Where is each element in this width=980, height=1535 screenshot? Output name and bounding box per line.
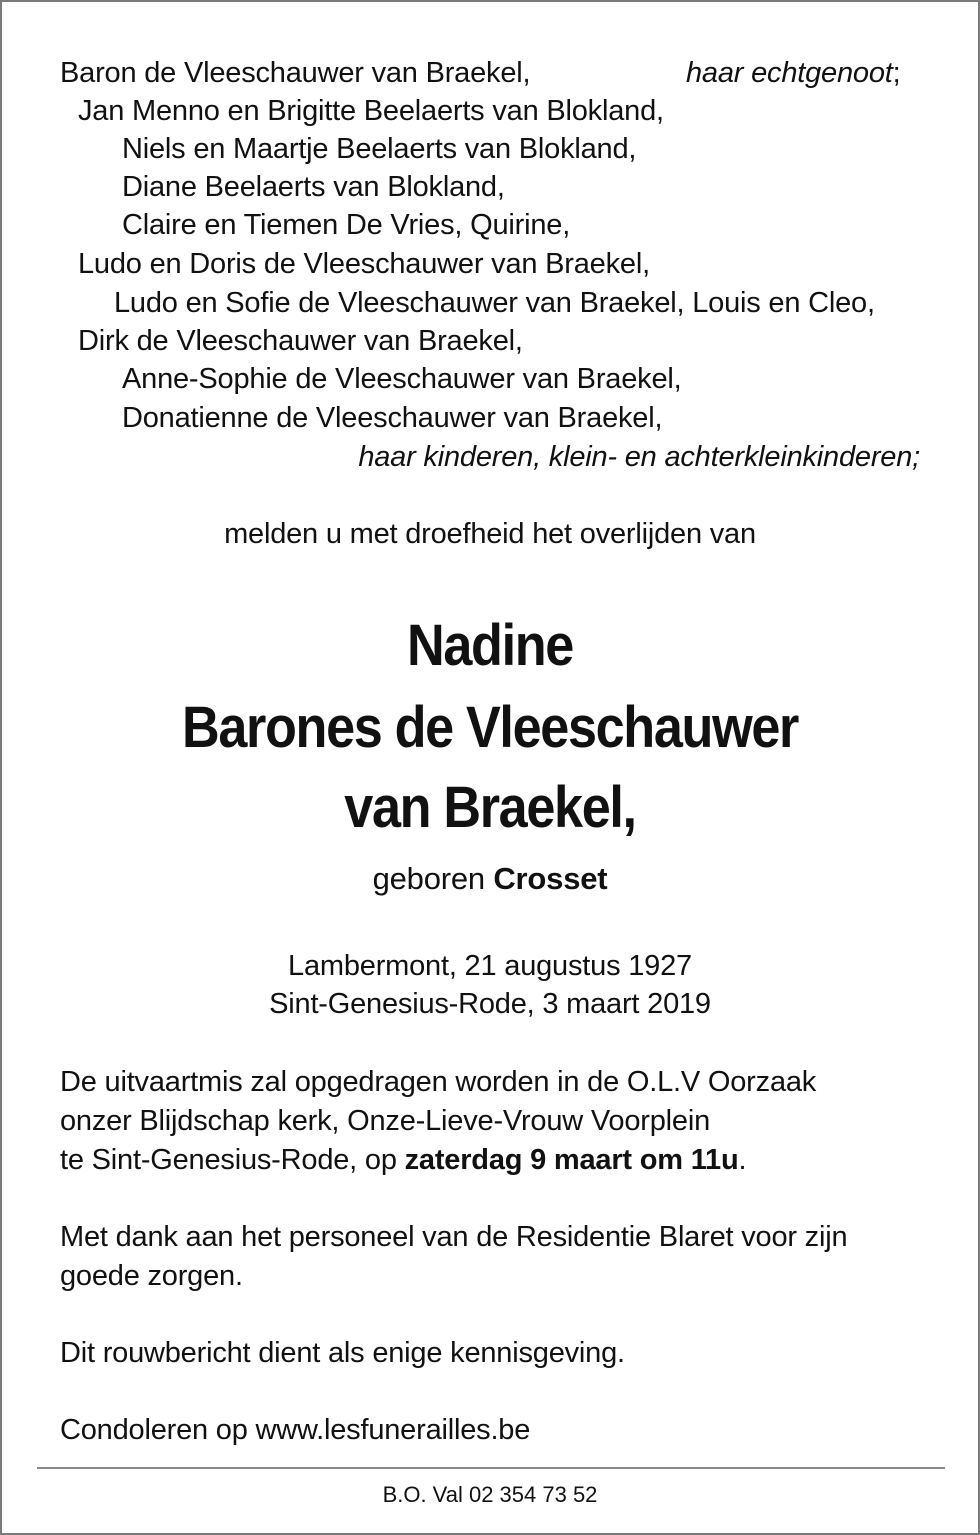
funeral-line: onzer Blijdschap kerk, Onze-Lieve-Vrouw Voorplein [60, 1105, 711, 1137]
birth-date-place: Lambermont, 21 augustus 1927 [288, 950, 692, 982]
thanks-line: Met dank aan het personeel van de Residentie Blaret voor zijn [60, 1221, 848, 1253]
funeral-location: te Sint-Genesius-Rode, op [60, 1144, 405, 1176]
family-member: Dirk de Vleeschauwer van Braekel, [78, 325, 523, 357]
deceased-title-name: Barones de Vleeschauwer [182, 695, 798, 760]
husband-name: Baron de Vleeschauwer van Braekel, [60, 57, 531, 89]
thanks-line: goede zorgen. [60, 1260, 243, 1292]
family-member: Niels en Maartje Beelaerts van Blokland, [122, 133, 637, 165]
family-member: Anne-Sophie de Vleeschauwer van Braekel, [122, 363, 682, 395]
announcement: melden u met droefheid het overlijden van [224, 518, 756, 550]
family-member: Claire en Tiemen De Vries, Quirine, [122, 209, 571, 241]
born-name [2, 860, 978, 898]
children-role: haar kinderen, klein- en achterkleinkinderen; [358, 441, 920, 473]
funeral-line: De uitvaartmis zal opgedragen worden in de O.L.V Oorzaak [60, 1066, 817, 1098]
family-member: Ludo en Doris de Vleeschauwer van Braekel, [78, 248, 650, 280]
deceased-surname: van Braekel, [344, 775, 636, 840]
family-member: Donatienne de Vleeschauwer van Braekel, [122, 402, 663, 434]
husband-role-punct: ; [892, 57, 901, 89]
deceased-first-name: Nadine [407, 613, 573, 678]
family-member: Ludo en Sofie de Vleeschauwer van Braekel, Louis en Cleo, [114, 287, 875, 319]
husband-role [686, 54, 900, 92]
notice-text: Dit rouwbericht dient als enige kennisgeving. [60, 1337, 625, 1369]
condolences-text: Condoleren op www.lesfunerailles.be [60, 1414, 531, 1446]
footer-contact: B.O. Val 02 354 73 52 [382, 1482, 598, 1507]
death-date-place: Sint-Genesius-Rode, 3 maart 2019 [269, 988, 711, 1020]
husband-role-text: haar echtgenoot [686, 57, 893, 89]
funeral-punct: . [738, 1144, 747, 1176]
divider [37, 1467, 945, 1469]
funeral-date-time: zaterdag 9 maart om 11u [404, 1144, 739, 1176]
family-member: Jan Menno en Brigitte Beelaerts van Blokland, [78, 95, 664, 127]
family-member: Diane Beelaerts van Blokland, [122, 171, 505, 203]
funeral-line [60, 1141, 746, 1179]
born-prefix: geboren [372, 861, 485, 896]
maiden-name: Crosset [493, 861, 608, 896]
